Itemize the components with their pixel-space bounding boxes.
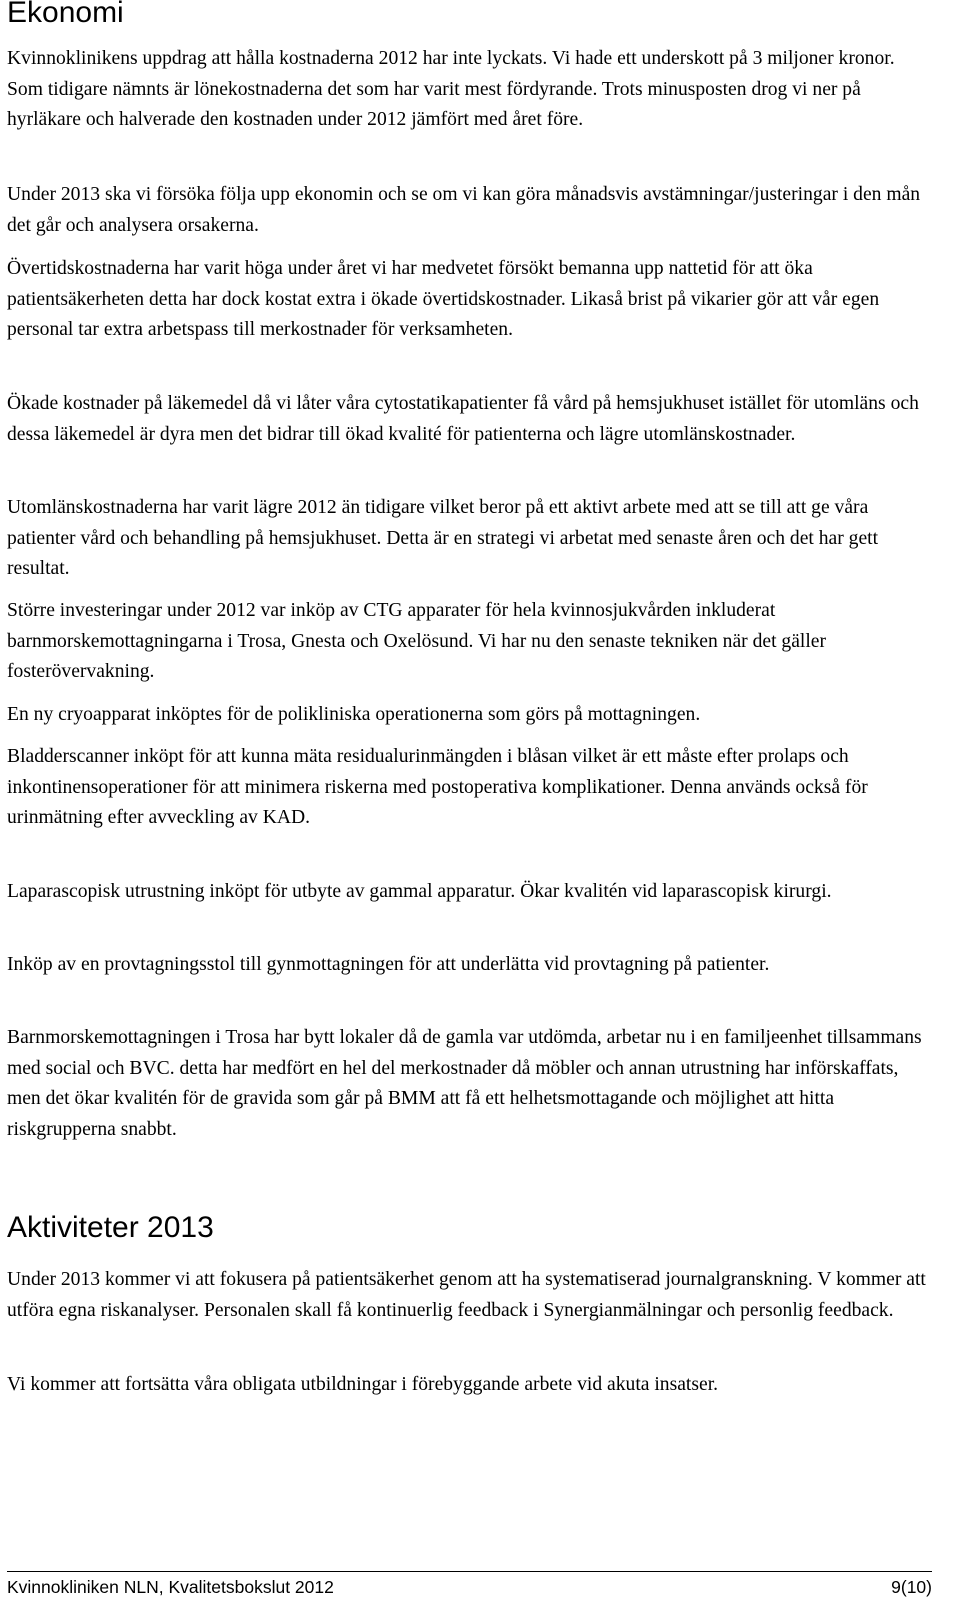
paragraph: Under 2013 kommer vi att fokusera på patientsäkerhet genom att ha systematiserad journalgranskning. V kommer att utföra egna riskanalyser. Personalen skall få kontinuerlig feedback i Synergianmälningar och personlig feedback.: [7, 1269, 926, 1321]
paragraph: Ökade kostnader på läkemedel då vi låter våra cytostatikapatienter få vård på hemsjukhuset istället för utomläns och dessa läkemedel är dyra men det bidrar till ökad kvalité för patienterna och lägre utomlänskostnader.: [7, 393, 919, 445]
paragraph: Kvinnoklinikens uppdrag att hålla kostnaderna 2012 har inte lyckats. Vi hade ett underskott på 3 miljoner kronor. Som tidigare nämnts är lönekostnaderna det som har varit mest fördyrande. Trots minusposten drog vi ner på hyrläkare och halverade den kostnaden under 2012 jämfört med året före.: [7, 48, 895, 130]
paragraph: Vi kommer att fortsätta våra obligata utbildningar i förebyggande arbete vid akuta insatser.: [7, 1374, 719, 1395]
paragraph: Barnmorskemottagningen i Trosa har bytt lokaler då de gamla var utdömda, arbetar nu i en familjeenhet tillsammans med social och BVC. detta har medfört en hel del merkostnader då möbler och annan utrustning har införskaffats, men det ökar kvalitén för de gravida som går på BMM att få ett helhetsmottagande och möjlighet att hitta riskgrupperna snabbt.: [7, 1027, 922, 1140]
footer-title: Kvinnokliniken NLN, Kvalitetsbokslut 2012: [7, 1577, 334, 1597]
paragraph: Laparascopisk utrustning inköpt för utbyte av gammal apparatur. Ökar kvalitén vid laparascopisk kirurgi.: [7, 881, 832, 902]
paragraph: Utomlänskostnaderna har varit lägre 2012 än tidigare vilket beror på ett aktivt arbete med att se till att ge våra patienter vård och behandling på hemsjukhuset. Detta är en strategi vi arbetat med senaste åren och det har gett resultat.: [7, 497, 879, 579]
section-heading-aktiviteter: Aktiviteter 2013: [7, 1211, 214, 1244]
page-number: 9(10): [891, 1577, 932, 1597]
paragraph: Bladderscanner inköpt för att kunna mäta residualurinmängden i blåsan vilket är ett måste efter prolaps och inkontinensoperationer för att minimera riskerna med postoperativa komplikationer. Denna används också för urinmätning efter avveckling av KAD.: [7, 746, 868, 828]
page-footer: [7, 1571, 932, 1598]
paragraph: Under 2013 ska vi försöka följa upp ekonomin och se om vi kan göra månadsvis avstämningar/justeringar i den mån det går och analysera orsakerna.: [7, 184, 921, 236]
section-heading-ekonomi: Ekonomi: [7, 0, 124, 29]
paragraph: Inköp av en provtagningsstol till gynmottagningen för att underlätta vid provtagning på patienter.: [7, 954, 770, 975]
paragraph: Större investeringar under 2012 var inköp av CTG apparater för hela kvinnosjukvården inkluderat barnmorskemottagningarna i Trosa, Gnesta och Oxelösund. Vi har nu den senaste tekniken när det gäller fosterövervakning.: [7, 600, 827, 682]
paragraph: En ny cryoapparat inköptes för de polikliniska operationerna som görs på mottagningen.: [7, 704, 701, 725]
paragraph: Övertidskostnaderna har varit höga under året vi har medvetet försökt bemanna upp nattetid för att öka patientsäkerheten detta har dock kostat extra i ökade övertidskostnader. Likaså brist på vikarier gör att vår egen personal tar extra arbetspass till merkostnader för verksamheten.: [7, 258, 880, 340]
